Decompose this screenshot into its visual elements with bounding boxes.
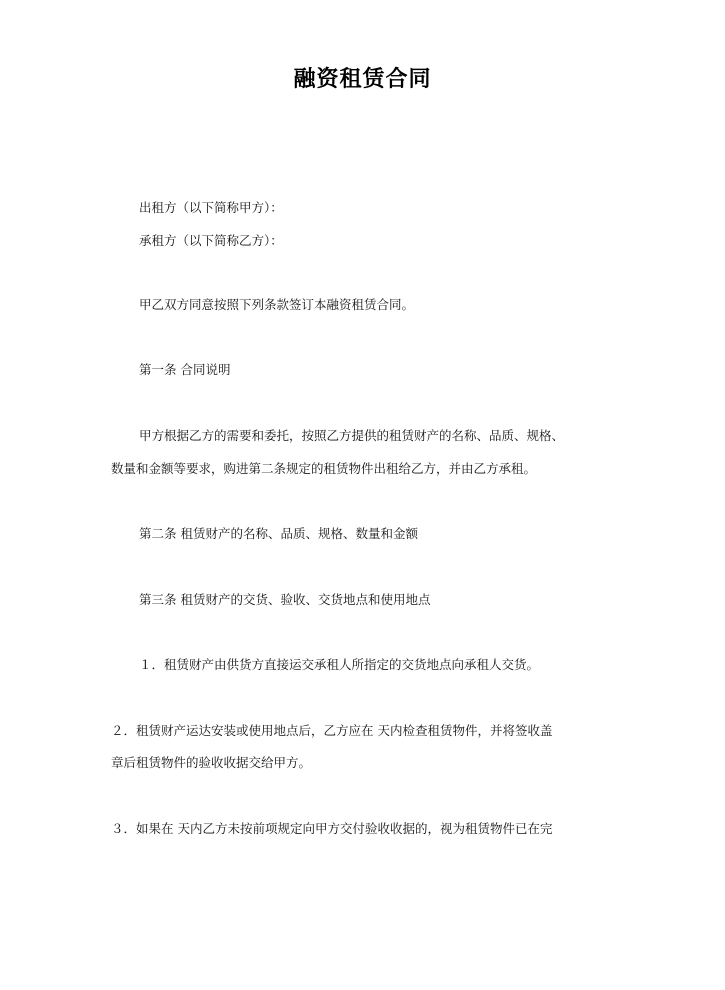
article-3-heading: 第三条 租赁财产的交货、验收、交货地点和使用地点 [139, 592, 431, 607]
lessee-line: 承租方（以下简称乙方）： [139, 233, 283, 248]
clause-1: １．租赁财产由供货方直接运交承租人所指定的交货地点向承租人交货。 [139, 657, 540, 672]
article-1-heading: 第一条 合同说明 [139, 362, 231, 377]
article-1-paragraph-line-2: 数量和金额等要求，购进第二条规定的租赁物件出租给乙方，并由乙方承租。 [111, 461, 537, 476]
document-title: 融资租赁合同 [293, 67, 432, 92]
agreement-intro: 甲乙双方同意按照下列条款签订本融资租赁合同。 [139, 297, 415, 312]
clause-2-line-1: ２．租赁财产运达安装或使用地点后，乙方应在 天内检查租赁物件，并将签收盖 [111, 723, 553, 738]
lessor-line: 出租方（以下简称甲方）： [139, 200, 283, 215]
article-1-paragraph-line-1: 甲方根据乙方的需要和委托，按照乙方提供的租赁财产的名称、品质、规格、 [139, 428, 565, 443]
clause-3-line-1: ３．如果在 天内乙方未按前项规定向甲方交付验收收据的，视为租赁物件已在完 [111, 821, 553, 836]
article-2-heading: 第二条 租赁财产的名称、品质、规格、数量和金额 [139, 526, 418, 541]
clause-2-line-2: 章后租赁物件的验收收据交给甲方。 [111, 755, 312, 770]
